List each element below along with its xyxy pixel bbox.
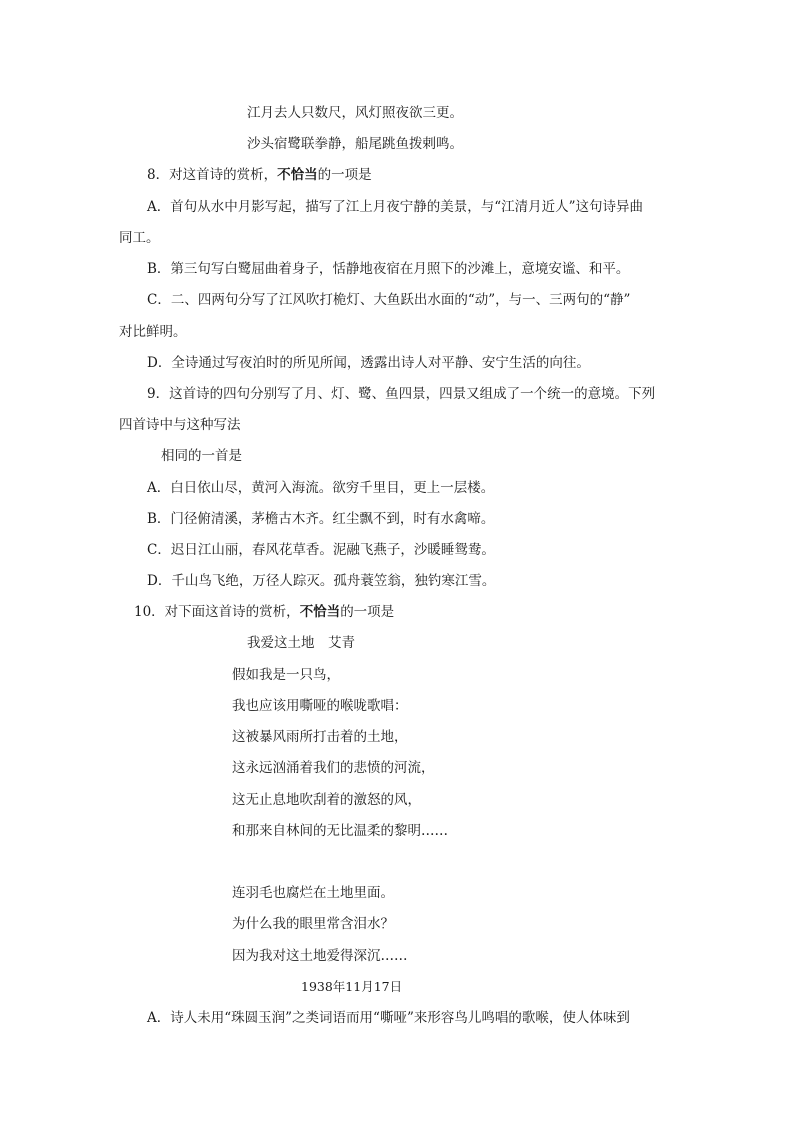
poem-line: 连羽毛也腐烂在土地里面。 (232, 885, 394, 901)
poem-line: 为什么我的眼里常含泪水？ (232, 916, 394, 932)
q8-option-b: B．第三句写白鹭屈曲着身子，恬静地夜宿在月照下的沙滩上，意境安谧、和平。 (147, 261, 630, 277)
q10-stem (134, 602, 394, 622)
poem-top-line-2: 沙头宿鹭联拳静，船尾跳鱼拨剌鸣。 (247, 136, 463, 152)
q10-stem-pre: 10．对下面这首诗的赏析， (134, 604, 300, 620)
q8-option-a-line-2: 同工。 (119, 230, 160, 246)
q8-stem-emphasis: 不恰当 (277, 167, 318, 183)
q8-option-a-line-1: A．首句从水中月影写起，描写了江上月夜宁静的美景，与“江清月近人”这句诗异曲 (147, 199, 644, 215)
q9-option-c: C．迟日江山丽，春风花草香。泥融飞燕子，沙暖睡鸳鸯。 (147, 542, 495, 558)
poem-line: 这无止息地吹刮着的激怒的风， (232, 792, 421, 808)
q9-stem-line-1: 9．这首诗的四句分别写了月、灯、鹭、鱼四景，四景又组成了一个统一的意境。下列 (147, 386, 656, 402)
q8-option-c-line-1: C．二、四两句分写了江风吹打桅灯、大鱼跃出水面的“动”，与一、三两句的“静” (147, 292, 631, 308)
poem-line: 因为我对这土地爱得深沉…… (232, 948, 408, 964)
poem-line: 这永远汹涌着我们的悲愤的河流， (232, 760, 435, 776)
q9-option-a: A．白日依山尽，黄河入海流。欲穷千里目，更上一层楼。 (147, 480, 495, 496)
q9-option-b: B．门径俯清溪，茅檐古木齐。红尘飘不到，时有水禽啼。 (147, 511, 495, 527)
q8-stem (147, 165, 372, 185)
poem-line: 这被暴风雨所打击着的土地， (232, 729, 408, 745)
q9-stem-line-2: 四首诗中与这种写法 (119, 417, 241, 433)
q8-option-d: D．全诗通过写夜泊时的所见所闻，透露出诗人对平静、安宁生活的向往。 (147, 355, 590, 371)
poem-date: 1938年11月17日 (301, 979, 403, 994)
q8-stem-pre: 8．对这首诗的赏析， (147, 167, 278, 183)
q10-stem-post: 的一项是 (340, 604, 395, 620)
q8-stem-post: 的一项是 (317, 167, 372, 183)
q10-option-a: A．诗人未用“珠圆玉润”之类词语而用“嘶哑”来形容鸟儿鸣唱的歌喉，使人体味到 (147, 1010, 630, 1026)
poem-top-line-1: 江月去人只数尺，风灯照夜欲三更。 (247, 105, 463, 121)
poem-line: 我也应该用嘶哑的喉咙歌唱： (232, 698, 408, 714)
poem-title: 我爱这土地 艾青 (247, 635, 355, 651)
q10-stem-emphasis: 不恰当 (299, 604, 341, 620)
q9-stem-line-3: 相同的一首是 (161, 448, 242, 464)
q8-option-c-line-2: 对比鲜明。 (119, 324, 187, 340)
poem-line: 和那来自林间的无比温柔的黎明…… (232, 823, 448, 839)
poem-line: 假如我是一只鸟， (232, 667, 340, 683)
q9-option-d: D．千山鸟飞绝，万径人踪灭。孤舟蓑笠翁，独钓寒江雪。 (147, 573, 496, 589)
